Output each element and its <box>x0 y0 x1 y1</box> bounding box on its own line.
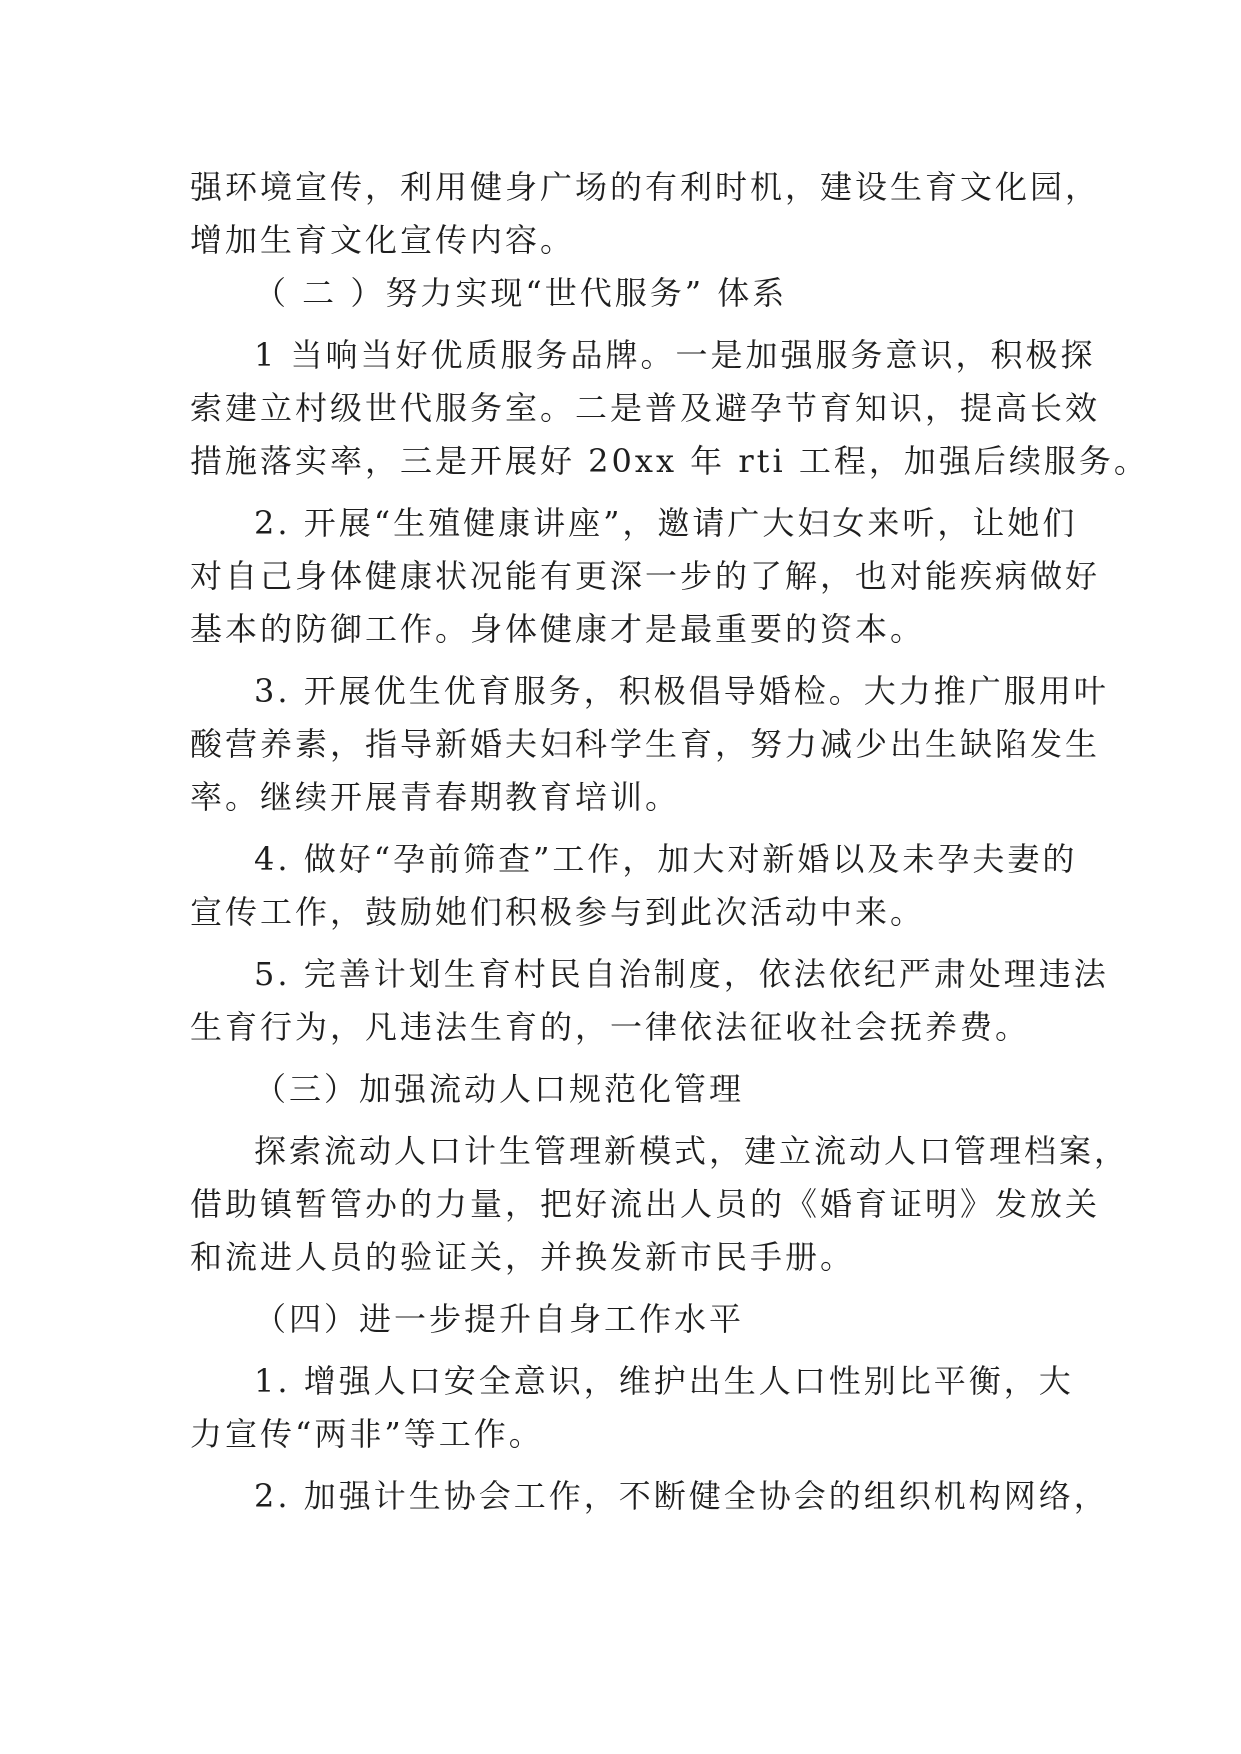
text-line: 借助镇暂管办的力量，把好流出人员的《婚育证明》发放关 <box>190 1185 1101 1223</box>
text-line: 2. 开展“生殖健康讲座”，邀请广大妇女来听，让她们 <box>254 504 1078 542</box>
text-line: 5. 完善计划生育村民自治制度，依法依纪严肃处理违法 <box>254 955 1109 993</box>
text-line: 力宣传“两非”等工作。 <box>190 1415 544 1453</box>
text-line: 增加生育文化宣传内容。 <box>190 221 576 259</box>
text-line: 1 当响当好优质服务品牌。一是加强服务意识，积极探 <box>254 336 1096 374</box>
text-line: 酸营养素，指导新婚夫妇科学生育，努力减少出生缺陷发生 <box>190 725 1101 763</box>
text-line: 率。继续开展青春期教育培训。 <box>190 778 681 816</box>
text-line: 2. 加强计生协会工作，不断健全协会的组织机构网络， <box>254 1477 1109 1515</box>
text-line: 对自己身体健康状况能有更深一步的了解，也对能疾病做好 <box>190 557 1101 595</box>
text-line: 宣传工作，鼓励她们积极参与到此次活动中来。 <box>190 893 926 931</box>
text-line: 探索流动人口计生管理新模式，建立流动人口管理档案， <box>254 1132 1130 1170</box>
text-line: 生育行为，凡违法生育的，一律依法征收社会抚养费。 <box>190 1008 1031 1046</box>
section-heading: （三）加强流动人口规范化管理 <box>254 1070 745 1108</box>
text-line: 措施落实率，三是开展好 20xx 年 rti 工程，加强后续服务。 <box>190 442 1149 480</box>
text-line: 索建立村级世代服务室。二是普及避孕节育知识，提高长效 <box>190 389 1101 427</box>
section-heading: （四）进一步提升自身工作水平 <box>254 1300 745 1338</box>
text-line: 3. 开展优生优育服务，积极倡导婚检。大力推广服用叶 <box>254 672 1109 710</box>
section-heading: （ 二 ）努力实现“世代服务” 体系 <box>254 274 788 312</box>
text-line: 4. 做好“孕前筛查”工作，加大对新婚以及未孕夫妻的 <box>254 840 1078 878</box>
text-line: 和流进人员的验证关，并换发新市民手册。 <box>190 1238 856 1276</box>
text-line: 基本的防御工作。身体健康才是最重要的资本。 <box>190 610 926 648</box>
text-line: 1. 增强人口安全意识，维护出生人口性别比平衡，大 <box>254 1362 1074 1400</box>
text-line: 强环境宣传，利用健身广场的有利时机，建设生育文化园， <box>190 168 1101 206</box>
